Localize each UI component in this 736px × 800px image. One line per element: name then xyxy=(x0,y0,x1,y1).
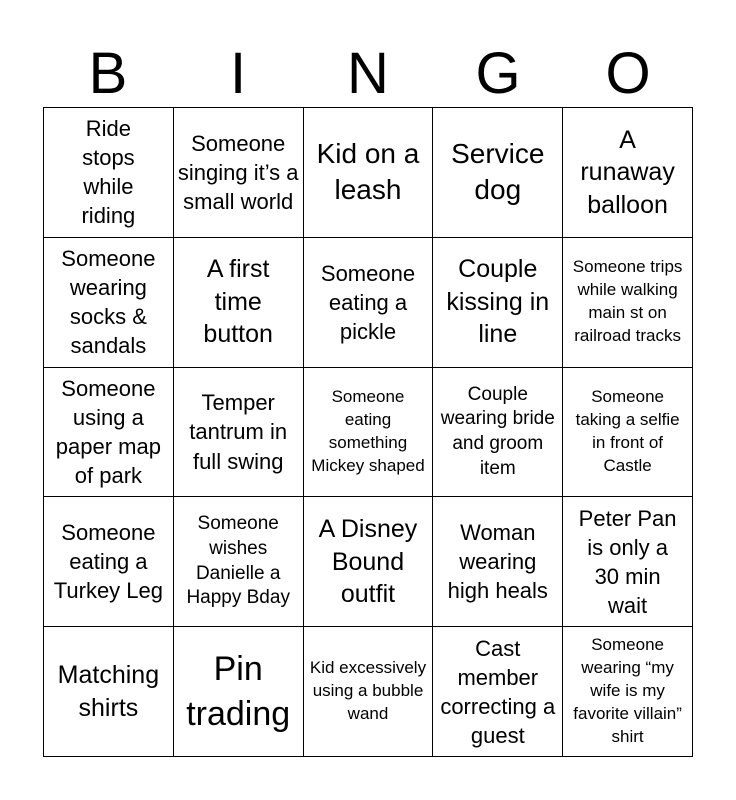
bingo-board xyxy=(43,107,693,757)
cell-text: Someone eating a pickle xyxy=(320,260,416,344)
cell-text: Someone wearing “my wife is my favorite villain” shirt xyxy=(573,635,682,746)
bingo-cell-n5[interactable] xyxy=(304,627,434,757)
bingo-cell-g2[interactable] xyxy=(433,238,563,368)
cell-text: Kid on a leash xyxy=(316,138,420,206)
bingo-cell-o1[interactable] xyxy=(563,108,693,238)
bingo-cell-g1[interactable] xyxy=(433,108,563,238)
cell-text: Someone using a paper map of park xyxy=(55,375,161,489)
bingo-header xyxy=(43,40,693,108)
bingo-cell-o4[interactable] xyxy=(563,497,693,627)
bingo-cell-g3[interactable] xyxy=(433,368,563,498)
cell-text: Someone wishes Danielle a Happy Bday xyxy=(186,513,290,609)
header-letter-o: O xyxy=(605,41,651,106)
bingo-cell-n2[interactable] xyxy=(304,238,434,368)
bingo-cell-i5[interactable] xyxy=(174,627,304,757)
bingo-cell-g4[interactable] xyxy=(433,497,563,627)
cell-text: Service dog xyxy=(451,138,545,206)
bingo-cell-o5[interactable] xyxy=(563,627,693,757)
cell-text: Couple kissing in line xyxy=(446,255,550,349)
cell-text: Someone wearing socks & sandals xyxy=(61,246,156,359)
cell-text: A first time button xyxy=(203,255,273,349)
bingo-cell-b5[interactable] xyxy=(44,627,174,757)
bingo-cell-i3[interactable] xyxy=(174,368,304,498)
bingo-cell-n1[interactable] xyxy=(304,108,434,238)
cell-text: Someone eating a Turkey Leg xyxy=(53,520,164,604)
bingo-cell-i1[interactable] xyxy=(174,108,304,238)
bingo-cell-i2[interactable] xyxy=(174,238,304,368)
cell-text: Kid excessively using a bubble wand xyxy=(309,658,427,724)
cell-text: Cast member correcting a guest xyxy=(440,635,556,748)
bingo-cell-i4[interactable] xyxy=(174,497,304,627)
header-letter-i: I xyxy=(229,41,247,106)
header-letter-n: N xyxy=(347,41,389,106)
bingo-cell-b4[interactable] xyxy=(44,497,174,627)
cell-text: Couple wearing bride and groom item xyxy=(440,383,555,479)
bingo-cell-n4[interactable] xyxy=(304,497,434,627)
bingo-cell-b1[interactable] xyxy=(44,108,174,238)
bingo-cell-b3[interactable] xyxy=(44,368,174,498)
header-letter-g: G xyxy=(475,41,521,106)
cell-text: Matching shirts xyxy=(57,661,160,722)
bingo-cell-n3[interactable] xyxy=(304,368,434,498)
cell-text: Someone singing it’s a small world xyxy=(177,130,299,214)
cell-text: Someone eating something Mickey shaped xyxy=(311,387,425,475)
bingo-cell-o3[interactable] xyxy=(563,368,693,498)
bingo-cell-g5[interactable] xyxy=(433,627,563,757)
cell-text: Pin trading xyxy=(186,650,291,733)
bingo-cell-o2[interactable] xyxy=(563,238,693,368)
cell-text: Temper tantrum in full swing xyxy=(189,390,288,474)
cell-text: A Disney Bound outfit xyxy=(318,515,418,609)
header-letter-b: B xyxy=(88,41,128,106)
cell-text: Ride stops while riding xyxy=(81,116,136,229)
cell-text: Peter Pan is only a 30 min wait xyxy=(578,505,677,618)
cell-text: Woman wearing high heals xyxy=(447,520,548,604)
cell-text: Someone taking a selfie in front of Castle xyxy=(575,387,680,475)
bingo-cell-b2[interactable] xyxy=(44,238,174,368)
cell-text: A runaway balloon xyxy=(580,125,675,219)
cell-text: Someone trips while walking main st on railroad tracks xyxy=(572,257,683,346)
